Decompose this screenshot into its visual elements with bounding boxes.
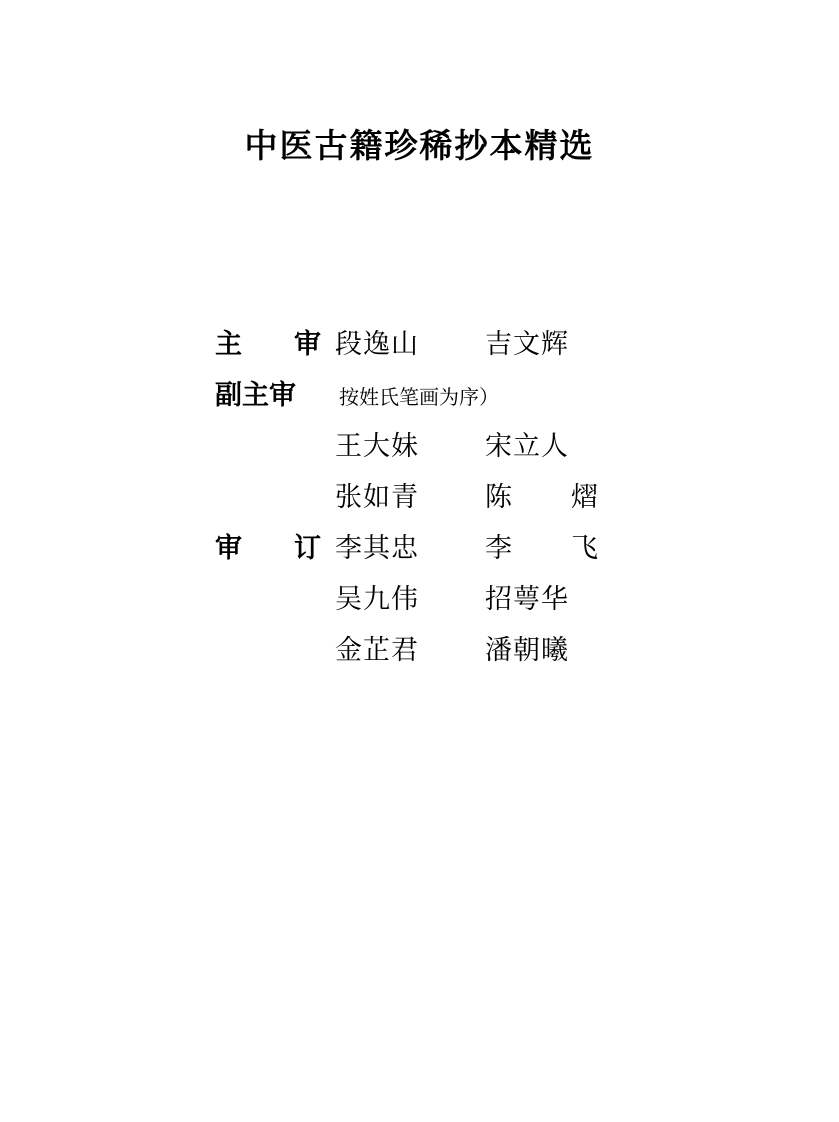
credit-row	[215, 424, 685, 475]
credit-name	[485, 475, 635, 514]
credit-name: 王大妹	[335, 431, 419, 462]
credit-name: 李其忠	[335, 533, 419, 564]
credit-role	[215, 526, 335, 565]
credit-role	[215, 322, 335, 361]
credit-name: 潘朝曦	[485, 635, 569, 666]
credit-name-char: 陈	[485, 482, 513, 513]
credit-name-char: 熠	[571, 482, 599, 513]
credit-name: 张如青	[335, 482, 419, 513]
credits-block	[215, 322, 685, 679]
credit-name: 吉文辉	[485, 329, 569, 360]
credit-role: 副主审	[215, 380, 296, 411]
credit-names	[335, 577, 635, 616]
credit-row	[215, 373, 685, 424]
credit-name: 招萼华	[485, 584, 569, 615]
credit-role-char: 订	[294, 533, 321, 564]
credit-row	[215, 577, 685, 628]
credit-names	[335, 628, 635, 667]
credit-role-char: 审	[294, 329, 321, 360]
credit-name	[485, 526, 635, 565]
credit-row	[215, 526, 685, 577]
credit-name: 段逸山	[335, 329, 419, 360]
credit-names	[335, 381, 499, 410]
credit-name-char: 飞	[571, 533, 599, 564]
credit-name: 宋立人	[485, 431, 569, 462]
credit-names	[335, 526, 635, 565]
credit-row	[215, 475, 685, 526]
credit-row	[215, 322, 685, 373]
credit-name: 金芷君	[335, 635, 419, 666]
credit-names	[335, 424, 635, 463]
credit-name: 吴九伟	[335, 584, 419, 615]
credit-role-char: 主	[215, 329, 242, 360]
credit-note: 按姓氏笔画为序）	[339, 385, 499, 409]
credit-names	[335, 322, 635, 361]
credit-role-char: 审	[215, 533, 242, 564]
credit-name-char: 李	[485, 533, 513, 564]
page-title: 中医古籍珍稀抄本精选	[244, 126, 595, 165]
credit-names	[335, 475, 635, 514]
credit-row	[215, 628, 685, 679]
